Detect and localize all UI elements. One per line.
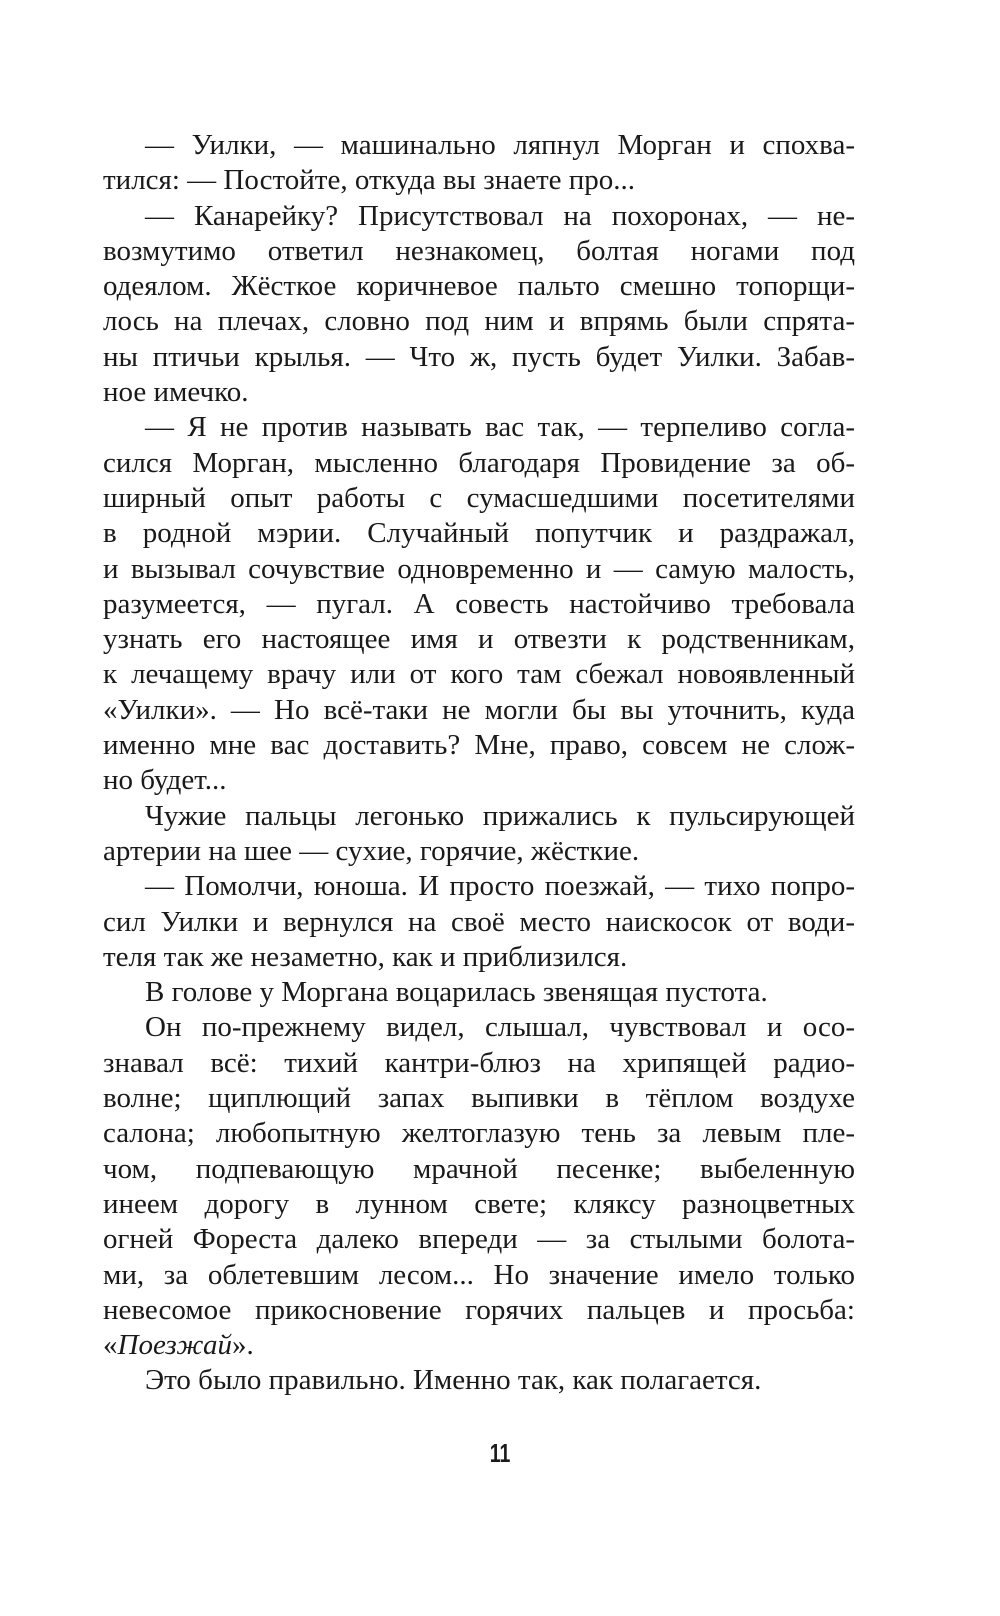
paragraph xyxy=(103,128,855,199)
paragraph xyxy=(103,869,855,975)
text-line: салона; любопытную желтоглазую тень за левым пле- xyxy=(103,1117,855,1150)
text-line: сил Уилки и вернулся на своё место наискосок от води- xyxy=(103,905,855,938)
text-line: артерии на шее — сухие, горячие, жёсткие. xyxy=(103,834,640,867)
paragraph xyxy=(103,410,855,798)
text-line: одеялом. Жёсткое коричневое пальто смешно топорщи- xyxy=(103,270,855,303)
text-line: инеем дорогу в лунном свете; кляксу разноцветных xyxy=(103,1187,855,1220)
paragraph xyxy=(103,1363,855,1398)
page-text xyxy=(103,128,855,1399)
text-line: Чужие пальцы легонько прижались к пульсирующей xyxy=(145,799,855,832)
text-line: — Уилки, — машинально ляпнул Морган и спохва- xyxy=(145,129,855,161)
text-line: «Уилки». — Но всё-таки не могли бы вы уточнить, куда xyxy=(103,693,855,726)
text-line: но будет... xyxy=(103,764,227,797)
italic-word: Поезжай xyxy=(117,1329,232,1362)
text-line: Он по-прежнему видел, слышал, чувствовал и осо- xyxy=(145,1011,855,1044)
text-line: чом, подпевающую мрачной песенке; выбеленную xyxy=(103,1152,855,1185)
paragraph xyxy=(103,199,855,411)
text-line: огней Фореста далеко впереди — за стылыми болота- xyxy=(103,1223,855,1256)
text-line: и вызывал сочувствие одновременно и — самую малость, xyxy=(103,552,855,585)
text-line: волне; щиплющий запах выпивки в тёплом воздухе xyxy=(103,1082,855,1115)
paragraph xyxy=(103,1010,855,1363)
text-line: ное имечко. xyxy=(103,376,249,409)
text-line: сился Морган, мысленно благодаря Провидение за об- xyxy=(103,446,855,479)
text-line: — Я не против называть вас так, — терпеливо согла- xyxy=(145,411,855,444)
text-line: именно мне вас доставить? Мне, право, совсем не слож- xyxy=(103,729,855,762)
text-line: знавал всё: тихий кантри-блюз на хрипящей радио- xyxy=(103,1046,855,1079)
text-line: теля так же незаметно, как и приблизился. xyxy=(103,940,628,973)
quote-open: « xyxy=(103,1329,118,1362)
paragraph xyxy=(103,799,855,870)
text-line: тился: — Постойте, откуда вы знаете про... xyxy=(103,164,636,197)
text-line xyxy=(103,1328,855,1363)
text-line: ми, за облетевшим лесом... Но значение имело только xyxy=(103,1258,855,1291)
text-line: ширный опыт работы с сумасшедшими посетителями xyxy=(103,481,855,514)
text-line: — Канарейку? Присутствовал на похоронах, — не- xyxy=(145,199,855,232)
text-line: узнать его настоящее имя и отвезти к родственникам, xyxy=(103,623,855,656)
text-line: — Помолчи, юноша. И просто поезжай, — тихо попро- xyxy=(145,870,855,903)
text-line: Это было правильно. Именно так, как полагается. xyxy=(145,1364,762,1397)
text-line: возмутимо ответил незнакомец, болтая ногами под xyxy=(103,234,855,267)
paragraph xyxy=(103,975,855,1010)
text-line: в родной мэрии. Случайный попутчик и раздражал, xyxy=(103,517,855,550)
text-line: разумеется, — пугал. А совесть настойчиво требовала xyxy=(103,587,855,620)
quote-close: ». xyxy=(231,1329,254,1362)
text-line: лось на плечах, словно под ним и впрямь были спрята- xyxy=(103,305,855,338)
text-line: к лечащему врачу или от кого там сбежал новоявленный xyxy=(103,658,855,691)
text-line: невесомое прикосновение горячих пальцев и просьба: xyxy=(103,1293,855,1326)
text-line: В голове у Моргана воцарилась звенящая пустота. xyxy=(145,976,768,1009)
page-number: 11 xyxy=(489,1438,511,1468)
text-line: ны птичьи крылья. — Что ж, пусть будет Уилки. Забав- xyxy=(103,340,855,373)
